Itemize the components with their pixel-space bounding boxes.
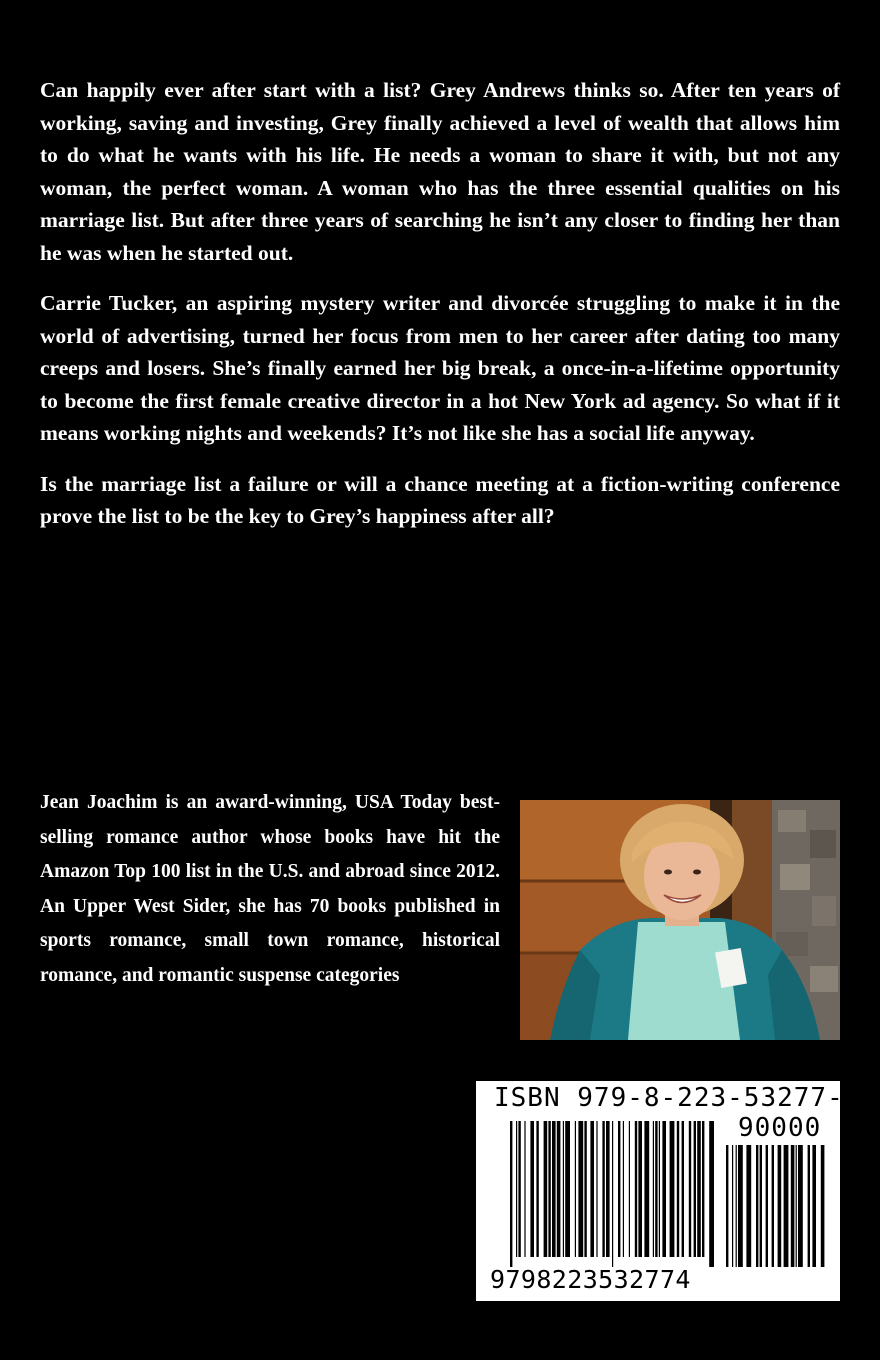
barcode-bar bbox=[548, 1121, 550, 1257]
barcode-bar bbox=[784, 1145, 789, 1267]
barcode-bar bbox=[659, 1121, 660, 1257]
barcode-bar bbox=[644, 1121, 649, 1257]
isbn-label: ISBN 979-8-223-53277-4 bbox=[494, 1083, 861, 1113]
barcode-bar bbox=[653, 1121, 654, 1257]
author-bio-text: Jean Joachim is an award-winning, USA Today best-selling romance author whose books have hit the Amazon Top 100 list in the U.S. and abroad since 2012. An Upper West Sider, she has 70 books published in sports romance, small town romance, historical romance, and romantic suspense categories bbox=[40, 792, 500, 986]
isbn-barcode bbox=[476, 1081, 861, 1301]
barcode-bar bbox=[596, 1121, 597, 1257]
barcode-bar bbox=[530, 1121, 534, 1257]
barcode-bar bbox=[808, 1145, 810, 1267]
barcode-bar bbox=[575, 1121, 576, 1257]
barcode-bar bbox=[732, 1145, 733, 1267]
barcode-bar bbox=[516, 1121, 517, 1257]
barcode-bar bbox=[689, 1121, 691, 1257]
author-photo bbox=[520, 800, 840, 1040]
barcode-bar bbox=[565, 1121, 570, 1257]
barcode-bar bbox=[766, 1145, 768, 1267]
barcode-bar bbox=[584, 1121, 586, 1257]
blurb-paragraph: Carrie Tucker, an aspiring mystery writer and divorcée struggling to make it in the world of advertising, turned her focus from men to her career after dating too many creeps and losers. She’s finally earned her big break, a once-in-a-lifetime opportunity to become the first female creative director in a hot New York ad agency. So what if it means working nights and weekends? It’s not like she has a social life anyway. bbox=[40, 291, 840, 445]
barcode-bar bbox=[563, 1121, 564, 1257]
barcode-bar bbox=[590, 1121, 594, 1257]
blurb-paragraph: Is the marriage list a failure or will a chance meeting at a fiction-writing conference prove the list to be the key to Grey’s happiness after all? bbox=[40, 471, 840, 528]
barcode-bar bbox=[670, 1121, 675, 1257]
barcode-bar bbox=[524, 1121, 525, 1257]
barcode-bar bbox=[726, 1145, 728, 1267]
barcode-bar bbox=[796, 1145, 797, 1267]
blurb-paragraph: Can happily ever after start with a list? Grey Andrews thinks so. After ten years of working, saving and investing, Grey finally achieved a level of wealth that allows him to do what he wants with his life. He needs a woman to share it with, but not any woman, the perfect woman. A woman who has the three essential qualities on his marriage list. But after three years of searching he isn’t any closer to finding her than he was when he started out. bbox=[40, 78, 840, 265]
barcode-bar bbox=[694, 1121, 696, 1257]
barcode-bar bbox=[629, 1121, 630, 1257]
barcode-bar bbox=[778, 1145, 782, 1267]
barcode-digits: 9798223532774 bbox=[490, 1265, 691, 1294]
barcode-bar bbox=[812, 1145, 816, 1267]
barcode-bar bbox=[697, 1121, 701, 1257]
barcode-bar bbox=[606, 1121, 610, 1257]
author-photo-image bbox=[520, 800, 840, 1040]
barcode-bar bbox=[557, 1121, 561, 1257]
barcode-bar bbox=[612, 1121, 613, 1267]
barcode-bar bbox=[682, 1121, 684, 1257]
barcode-bar bbox=[821, 1145, 825, 1267]
barcode-bar bbox=[746, 1145, 751, 1267]
barcode-bar bbox=[709, 1121, 714, 1267]
barcode-bar bbox=[618, 1121, 620, 1257]
barcode-bar bbox=[738, 1145, 743, 1267]
barcode-bar bbox=[578, 1121, 583, 1257]
barcode-bar bbox=[623, 1121, 624, 1257]
barcode-bar bbox=[635, 1121, 637, 1257]
barcode-bar bbox=[536, 1121, 538, 1257]
barcode-bar bbox=[772, 1145, 774, 1267]
barcode-bar bbox=[791, 1145, 795, 1267]
barcode-bar bbox=[655, 1121, 657, 1257]
barcode-bar bbox=[552, 1121, 556, 1257]
barcode-bar bbox=[544, 1121, 548, 1257]
back-cover-blurb bbox=[40, 74, 840, 551]
barcode-bar bbox=[736, 1145, 737, 1267]
barcode-bar bbox=[702, 1121, 704, 1257]
barcode-bar bbox=[798, 1145, 803, 1267]
ean-bars bbox=[510, 1121, 714, 1267]
barcode-bar bbox=[510, 1121, 512, 1267]
barcode-bar bbox=[662, 1121, 666, 1257]
author-bio bbox=[40, 786, 500, 993]
price-code: 90000 bbox=[738, 1113, 822, 1143]
barcode-bar bbox=[760, 1145, 762, 1267]
barcode-bar bbox=[756, 1145, 758, 1267]
barcode-bar bbox=[518, 1121, 520, 1257]
barcode-bar bbox=[638, 1121, 642, 1257]
barcode-bar bbox=[677, 1121, 679, 1257]
price-addon-bars bbox=[726, 1145, 824, 1267]
barcode-bar bbox=[602, 1121, 604, 1257]
